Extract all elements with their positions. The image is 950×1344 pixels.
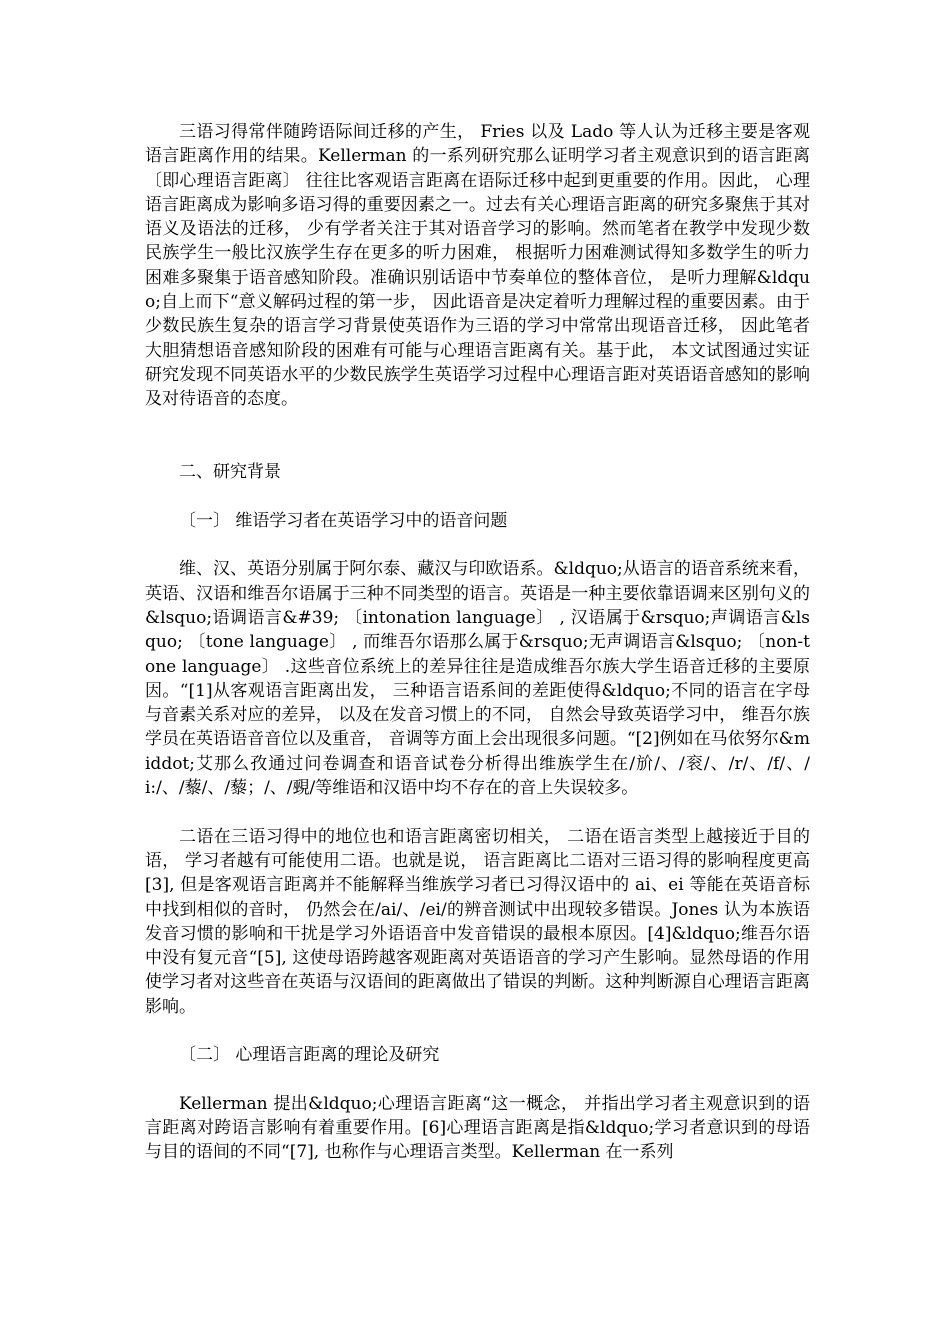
intro-paragraph: 三语习得常伴随跨语际间迁移的产生， Fries 以及 Lado 等人认为迁移主要是客观语言距离作用的结果。Kellerman 的一系列研究那么证明学习者主观意识到的语言距离 〔即心理语言距离〕 往往比客观语言距离在语际迁移中起到更重要的作用。因此， 心理语言距离成为影响多语习得的重要因素之一。过去有关心理语言距离的研究多聚焦于其对语义及语法的迁移， 少有学者关注于其对语音学习的影响。然而笔者在教学中发现少数民族学生一般比汉族学生存在更多的听力困难， 根据听力困难测试得知多数学生的听力困难多聚集于语音感知阶段。准确识别话语中节奏单位的整体音位， 是听力理解&ldquo;自上而下“意义解码过程的第一步， 因此语音是决定着听力理解过程的重要因素。由于少数民族生复杂的语言学习背景使英语作为三语的学习中常常出现语音迁移， 因此笔者大胆猜想语音感知阶段的困难有可能与心理语言距离有关。基于此， 本文试图通过实证研究发现不同英语水平的少数民族学生英语学习过程中心理语言距对英语语音感知的影响及对待语音的态度。 <box>145 122 810 410</box>
second-language-paragraph: 二语在三语习得中的地位也和语言距离密切相关， 二语在语言类型上越接近于目的语， 学习者越有可能使用二语。也就是说， 语言距离比二语对三语习得的影响程度更高[3], 但是客观语言距离并不能解释当维族学习者已习得汉语中的 ai、ei 等能在英语音标中找到相似的音时， 仍然会在/ai/、/ei/的辨音测试中出现较多错误。Jones 认为本族语发音习惯的影响和干扰是学习外语语音中发音错误的最根本原因。[4]&ldquo;维吾尔语中没有复元音“[5], 这使母语跨越客观距离对英语语音的学习产生影响。显然母语的作用使学习者对这些音在英语与汉语间的距离做出了错误的判断。这种判断源自心理语言距离影响。 <box>145 826 810 1017</box>
paragraph-gap <box>145 533 810 557</box>
paragraph-gap <box>145 436 810 460</box>
document-page <box>145 120 810 1165</box>
kellerman-paragraph: Kellerman 提出&ldquo;心理语言距离“这一概念， 并指出学习者主观意识到的语言距离对跨语言影响有着重要作用。[6]心理语言距离是指&ldquo;学习者意识到的母语与目的语间的不同“[7], 也称作与心理语言类型。Kellerman 在一系列 <box>145 1093 810 1163</box>
subsection-heading-psycholinguistic-distance: 〔二〕 心理语言距离的理论及研究 <box>179 1045 440 1066</box>
paragraph-gap <box>145 800 810 824</box>
section-heading-background: 二、研究背景 <box>179 462 281 483</box>
subsection-heading-uyghur-phonetics: 〔一〕 维语学习者在英语学习中的语音问题 <box>179 510 508 531</box>
paragraph-gap <box>145 412 810 436</box>
paragraph-gap <box>145 1068 810 1092</box>
paragraph-gap <box>145 1019 810 1043</box>
paragraph-gap <box>145 484 810 508</box>
language-family-paragraph: 维、汉、英语分别属于阿尔泰、藏汉与印欧语系。&ldquo;从语言的语音系统来看， 英语、汉语和维吾尔语属于三种不同类型的语言。英语是一种主要依靠语调来区别句义的&lsquo;语调语言&#39; 〔intonation language〕 , 汉语属于&rsquo;声调语言&lsquo; 〔tone language〕 , 而维吾尔语那么属于&rsquo;无声调语言&lsquo; 〔non-tone language〕 .这些音位系统上的差异往往是造成维吾尔族大学生语音迁移的主要原因。“[1]从客观语言距离出发， 三种语言语系间的差距使得&ldquo;不同的语言在字母与音素关系对应的差异， 以及在发音习惯上的不同， 自然会导致英语学习中， 维吾尔族学员在英语语音音位以及重音， 音调等方面上会出现很多问题。“[2]例如在马依努尔&middot;艾那么孜通过问卷调查和语音试卷分析得出维族学生在/斺/、/衮/、/r/、/f/、/i:/、/藜/、/藜；/、/覡/等维语和汉语中均不存在的音上失误较多。 <box>145 559 810 799</box>
